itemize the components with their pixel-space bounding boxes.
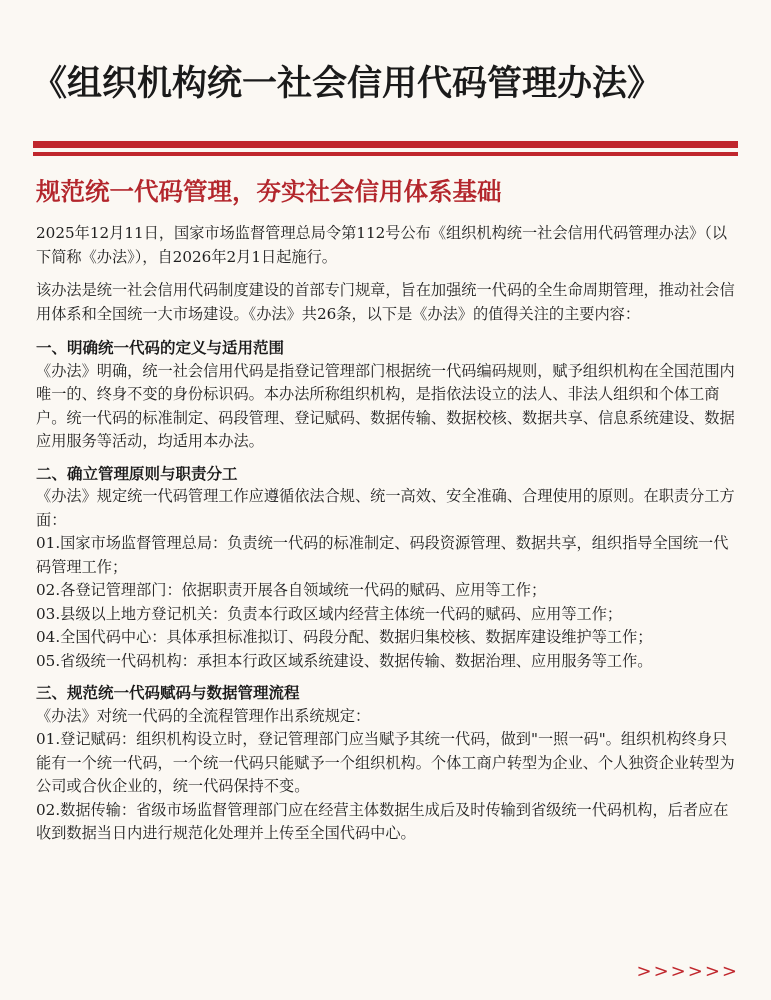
section-1-paragraph-1: 《办法》明确，统一社会信用代码是指登记管理部门根据统一代码编码规则，赋予组织机构在全国范围内唯一的、终身不变的身份标识码。本办法所称组织机构，是指依法设立的法人、非法人组织和个体工商户。统一代码的标准制定、码段管理、登记赋码、数据传输、数据校核、数据共享、信息系统建设、数据应用服务等活动，均适用本办法。: [36, 361, 735, 450]
section-3-item-01: 01.登记赋码：组织机构设立时，登记管理部门应当赋予其统一代码，做到"一照一码"。组织机构终身只能有一个统一代码，一个统一代码只能赋予一个组织机构。个体工商户转型为企业、个人独资企业转型为公司或合伙企业的，统一代码保持不变。: [36, 730, 735, 795]
intro-paragraph-1: 2025年12月11日，国家市场监督管理总局令第112号公布《组织机构统一社会信用代码管理办法》（以下简称《办法》），自2026年2月1日起施行。: [36, 224, 728, 266]
subtitle: 规范统一代码管理，夯实社会信用体系基础: [36, 177, 502, 206]
title-divider-thin: [33, 152, 738, 156]
section-2-item-02: 02.各登记管理部门：依据职责开展各自领域统一代码的赋码、应用等工作；: [36, 581, 547, 599]
section-2-item-05: 05.省级统一代码机构：承担本行政区域系统建设、数据传输、数据治理、应用服务等工作。: [36, 651, 653, 670]
section-heading-2: 二、确立管理原则与职责分工: [36, 463, 238, 483]
page-title: 《组织机构统一社会信用代码管理办法》: [32, 63, 663, 104]
section-2-item-03: 03.县级以上地方登记机关：负责本行政区域内经营主体统一代码的赋码、应用等工作；: [36, 604, 623, 623]
section-3-paragraph-1: 《办法》对统一代码的全流程管理作出系统规定：: [36, 706, 371, 725]
section-2-item-01: 01.国家市场监督管理总局：负责统一代码的标准制定、码段资源管理、数据共享，组织指导全国统一代码管理工作；: [36, 534, 729, 576]
title-divider-thick: [33, 141, 738, 148]
section-3-item-02: 02.数据传输：省级市场监督管理部门应在经营主体数据生成后及时传输到省级统一代码机构，后者应在收到数据当日内进行规范化处理并上传至全国代码中心。: [36, 800, 729, 842]
section-heading-1: 一、明确统一代码的定义与适用范围: [36, 338, 285, 357]
article-body: [36, 222, 740, 846]
section-heading-3: 三、规范统一代码赋码与数据管理流程: [36, 683, 300, 702]
next-page-arrows-icon[interactable]: >>>>>>: [636, 961, 739, 982]
intro-paragraph-2: 该办法是统一社会信用代码制度建设的首部专门规章，旨在加强统一代码的全生命周期管理，推动社会信用体系和全国统一大市场建设。《办法》共26条，以下是《办法》的值得关注的主要内容：: [36, 281, 735, 323]
section-2-paragraph-1: 《办法》规定统一代码管理工作应遵循依法合规、统一高效、安全准确、合理使用的原则。在职责分工方面：: [36, 487, 735, 529]
section-2-item-04: 04.全国代码中心：具体承担标准拟订、码段分配、数据归集校核、数据库建设维护等工作；: [36, 628, 653, 646]
